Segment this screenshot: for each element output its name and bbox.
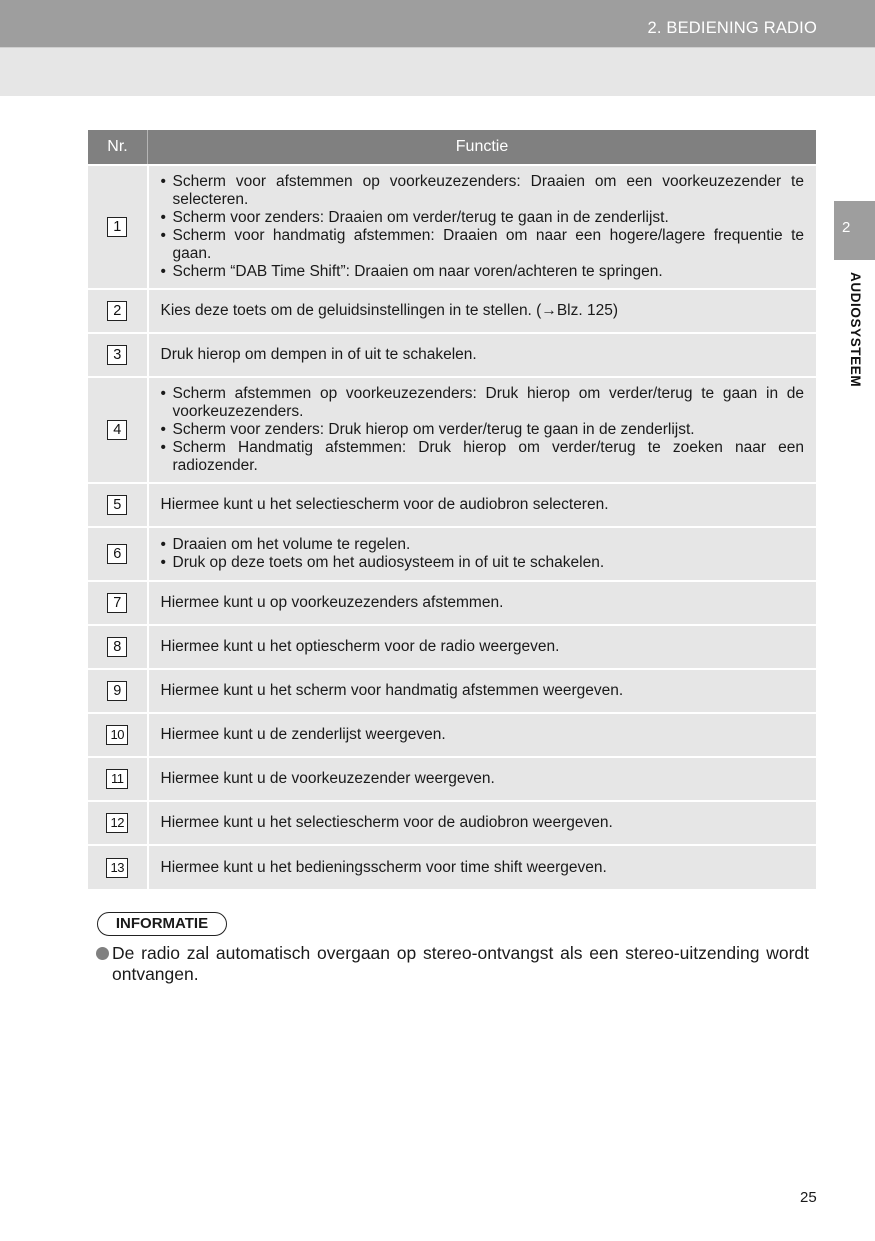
number-box: 6 (107, 544, 127, 564)
row-function-cell (148, 333, 817, 377)
chapter-tab (834, 201, 875, 260)
bullet-list (161, 173, 805, 281)
bullet-item: • Druk op deze toets om het audiosysteem in of uit te schakelen. (161, 554, 805, 572)
row-number-cell (88, 581, 148, 625)
row-function-cell (148, 713, 817, 757)
page-number: 25 (800, 1189, 817, 1206)
number-box: 2 (107, 301, 127, 321)
row-function-cell (148, 669, 817, 713)
bullet-item: • Scherm voor zenders: Draaien om verder/terug te gaan in de zenderlijst. (161, 209, 805, 227)
number-box: 5 (107, 495, 127, 515)
column-header-function: Functie (148, 130, 817, 165)
row-function-cell (148, 527, 817, 581)
row-number-cell (88, 289, 148, 333)
bullet-item: • Scherm voor afstemmen op voorkeuzezenders: Draaien om een voorkeuzezender te selecteren. (161, 173, 805, 209)
row-function-cell (148, 845, 817, 889)
function-text: Hiermee kunt u de voorkeuzezender weergeven. (160, 770, 495, 787)
function-text: Hiermee kunt u op voorkeuzezenders afstemmen. (160, 594, 504, 611)
bullet-item: • Scherm voor zenders: Druk hierop om verder/terug te gaan in de zenderlijst. (161, 421, 805, 439)
row-number-cell (88, 333, 148, 377)
table-row (88, 625, 816, 669)
table-row (88, 483, 816, 527)
function-text: Hiermee kunt u het scherm voor handmatig afstemmen weergeven. (160, 682, 624, 699)
info-badge: INFORMATIE (97, 912, 227, 936)
number-box: 7 (107, 593, 127, 613)
bullet-item: • Scherm Handmatig afstemmen: Druk hierop om verder/terug te zoeken naar een radiozender. (161, 439, 805, 475)
function-text: Hiermee kunt u het bedieningsscherm voor time shift weergeven. (160, 858, 607, 876)
table-row (88, 377, 816, 483)
table-row (88, 333, 816, 377)
row-number-cell (88, 669, 148, 713)
row-function-cell (148, 165, 817, 289)
row-number-cell (88, 757, 148, 801)
number-box: 13 (106, 858, 128, 878)
row-function-cell (148, 483, 817, 527)
row-function-cell (148, 289, 817, 333)
function-table (88, 130, 816, 889)
number-box: 11 (106, 769, 128, 789)
function-text: Druk hierop om dempen in of uit te schakelen. (160, 346, 477, 363)
info-text: De radio zal automatisch overgaan op stereo-ontvangst als een stereo-uitzending wordt ontvangen. (112, 943, 809, 984)
row-number-cell (88, 845, 148, 889)
bullet-list (161, 385, 805, 475)
row-number-cell (88, 377, 148, 483)
table-row (88, 757, 816, 801)
number-box: 4 (107, 420, 127, 440)
row-function-cell (148, 801, 817, 845)
chapter-number: 2 (842, 219, 851, 236)
bullet-list (161, 536, 805, 572)
table-row (88, 713, 816, 757)
number-box: 3 (107, 345, 127, 365)
row-number-cell (88, 165, 148, 289)
row-function-cell (148, 377, 817, 483)
row-number-cell (88, 483, 148, 527)
table-row (88, 669, 816, 713)
row-number-cell (88, 801, 148, 845)
row-number-cell (88, 713, 148, 757)
table-body (88, 165, 816, 889)
header-subbar (0, 47, 875, 96)
row-number-cell (88, 625, 148, 669)
number-box: 8 (107, 637, 127, 657)
table-row (88, 801, 816, 845)
row-function-cell (148, 581, 817, 625)
number-box: 9 (107, 681, 127, 701)
bullet-item: • Scherm voor handmatig afstemmen: Draaien om naar een hogere/lagere frequentie te gaan. (161, 227, 805, 263)
function-text: Hiermee kunt u het optiescherm voor de radio weergeven. (160, 638, 560, 655)
column-header-nr: Nr. (88, 130, 148, 165)
table-row (88, 845, 816, 889)
table-row (88, 165, 816, 289)
number-box: 1 (107, 217, 127, 237)
table-header-row (88, 130, 816, 165)
chapter-label: AUDIOSYSTEEM (848, 272, 863, 388)
row-function-cell (148, 625, 817, 669)
function-text: Hiermee kunt u het selectiescherm voor de audiobron weergeven. (160, 814, 613, 831)
row-number-cell (88, 527, 148, 581)
function-text: Hiermee kunt u de zenderlijst weergeven. (160, 726, 446, 743)
bullet-item: • Draaien om het volume te regelen. (161, 536, 805, 554)
function-text: Kies deze toets om de geluidsinstellingen in te stellen. (→Blz. 125) (160, 302, 618, 319)
table-row (88, 289, 816, 333)
info-bullet-icon (96, 947, 109, 960)
row-function-cell (148, 757, 817, 801)
number-box: 10 (106, 725, 128, 745)
number-box: 12 (106, 813, 128, 833)
table-row (88, 527, 816, 581)
bullet-item: • Scherm “DAB Time Shift”: Draaien om naar voren/achteren te springen. (161, 263, 805, 281)
section-title: 2. BEDIENING RADIO (647, 19, 817, 37)
header-bar (0, 0, 875, 47)
function-text: Hiermee kunt u het selectiescherm voor de audiobron selecteren. (160, 496, 609, 513)
bullet-item: • Scherm afstemmen op voorkeuzezenders: Druk hierop om verder/terug te gaan in de voorkeuzezenders. (161, 385, 805, 421)
table-row (88, 581, 816, 625)
